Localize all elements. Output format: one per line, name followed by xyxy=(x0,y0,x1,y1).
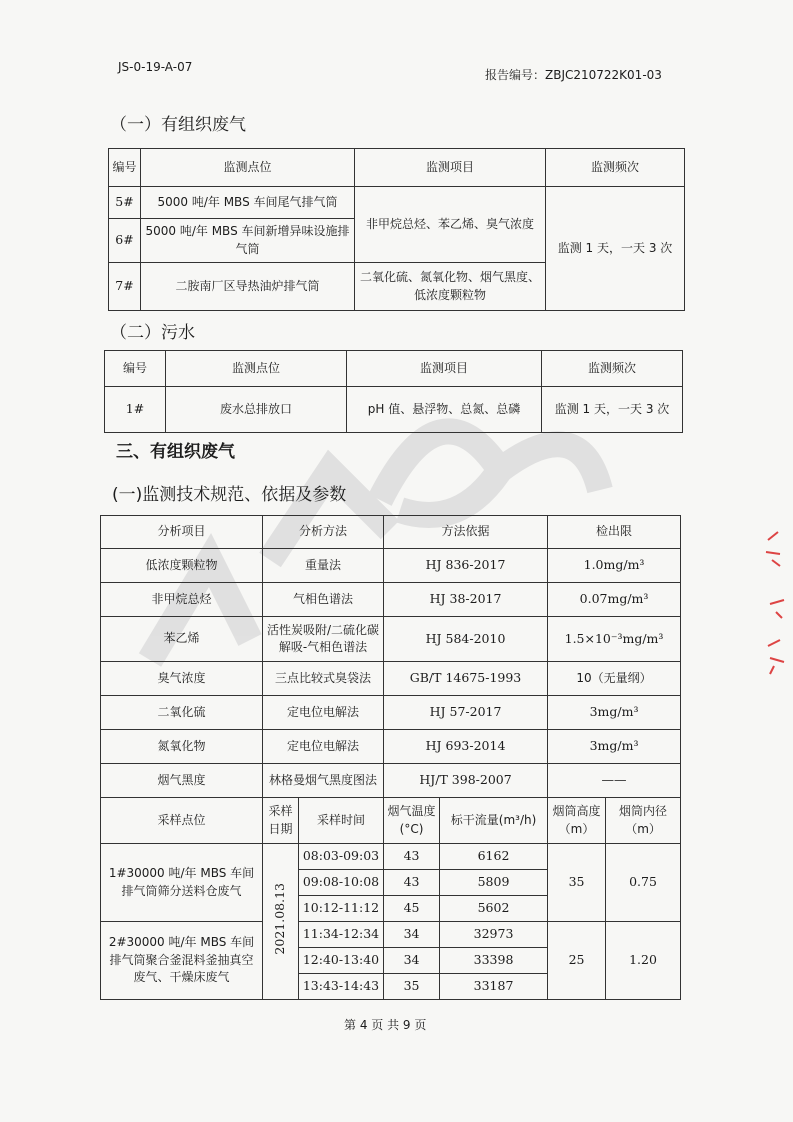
th-sample-time: 采样时间 xyxy=(299,798,384,844)
table-row xyxy=(101,662,681,696)
doc-code: JS-0-19-A-07 xyxy=(118,60,193,74)
cell-no: 7# xyxy=(109,263,141,311)
red-stamp-fragment xyxy=(760,520,793,680)
cell-time: 12:40-13:40 xyxy=(299,948,384,974)
th-items: 监测项目 xyxy=(355,149,546,187)
th-no: 编号 xyxy=(109,149,141,187)
cell-basis: HJ 57-2017 xyxy=(384,696,548,730)
cell-item: 低浓度颗粒物 xyxy=(101,549,263,583)
th-method-basis: 方法依据 xyxy=(384,516,548,549)
cell-temp: 43 xyxy=(384,844,440,870)
page-number: 第 4 页 共 9 页 xyxy=(344,1018,427,1032)
table-organized-gas xyxy=(108,148,685,311)
cell-method: 三点比较式臭袋法 xyxy=(263,662,384,696)
cell-sample-point: 1#30000 吨/年 MBS 车间排气筒筛分送料仓废气 xyxy=(101,844,263,922)
cell-basis: GB/T 14675-1993 xyxy=(384,662,548,696)
cell-time: 10:12-11:12 xyxy=(299,896,384,922)
cell-items: pH 值、悬浮物、总氮、总磷 xyxy=(347,387,542,433)
cell-sample-point: 2#30000 吨/年 MBS 车间排气筒聚合釜混料釜抽真空废气、干燥床废气 xyxy=(101,922,263,1000)
cell-no: 6# xyxy=(109,219,141,263)
cell-basis: HJ 584-2010 xyxy=(384,617,548,662)
cell-method: 气相色谱法 xyxy=(263,583,384,617)
cell-method: 林格曼烟气黑度图法 xyxy=(263,764,384,798)
th-sample-date: 采样日期 xyxy=(263,798,299,844)
section-subtitle-specs: (一)监测技术规范、依据及参数 xyxy=(112,485,347,505)
cell-temp: 34 xyxy=(384,922,440,948)
cell-limit: —— xyxy=(548,764,681,798)
cell-method: 活性炭吸附/二硫化碳解吸-气相色谱法 xyxy=(263,617,384,662)
cell-diameter: 1.20 xyxy=(606,922,681,1000)
cell-temp: 43 xyxy=(384,870,440,896)
report-number: 报告编号：ZBJC210722K01-03 xyxy=(485,68,662,82)
cell-flow: 33398 xyxy=(440,948,548,974)
th-stack-diameter: 烟筒内径（m） xyxy=(606,798,681,844)
cell-method: 定电位电解法 xyxy=(263,730,384,764)
table-row xyxy=(101,549,681,583)
cell-method: 定电位电解法 xyxy=(263,696,384,730)
cell-item: 氮氧化物 xyxy=(101,730,263,764)
cell-freq: 监测 1 天，一天 3 次 xyxy=(542,387,683,433)
cell-item: 烟气黑度 xyxy=(101,764,263,798)
th-detection-limit: 检出限 xyxy=(548,516,681,549)
table-wastewater xyxy=(104,350,683,433)
th-gas-temp: 烟气温度(°C) xyxy=(384,798,440,844)
section-title-organized-gas: （一）有组织废气 xyxy=(110,115,246,135)
cell-time: 11:34-12:34 xyxy=(299,922,384,948)
cell-basis: HJ 836-2017 xyxy=(384,549,548,583)
cell-time: 09:08-10:08 xyxy=(299,870,384,896)
cell-point: 二胺南厂区导热油炉排气筒 xyxy=(141,263,355,311)
table-row xyxy=(101,583,681,617)
table-row xyxy=(101,764,681,798)
cell-temp: 35 xyxy=(384,974,440,1000)
th-freq: 监测频次 xyxy=(546,149,685,187)
cell-limit: 3mg/m³ xyxy=(548,696,681,730)
cell-limit: 1.5×10⁻³mg/m³ xyxy=(548,617,681,662)
th-analysis-item: 分析项目 xyxy=(101,516,263,549)
cell-point: 5000 吨/年 MBS 车间尾气排气筒 xyxy=(141,187,355,219)
th-point: 监测点位 xyxy=(141,149,355,187)
cell-no: 1# xyxy=(105,387,166,433)
cell-flow: 5602 xyxy=(440,896,548,922)
cell-limit: 1.0mg/m³ xyxy=(548,549,681,583)
cell-item: 非甲烷总烃 xyxy=(101,583,263,617)
cell-item: 苯乙烯 xyxy=(101,617,263,662)
cell-temp: 34 xyxy=(384,948,440,974)
table-row xyxy=(101,617,681,662)
cell-limit: 10（无量纲） xyxy=(548,662,681,696)
table-row xyxy=(101,922,681,948)
cell-items: 二氧化硫、氮氧化物、烟气黑度、低浓度颗粒物 xyxy=(355,263,546,311)
th-std-flow: 标干流量(m³/h) xyxy=(440,798,548,844)
sample-date-text: 2021.08.13 xyxy=(272,883,288,955)
cell-time: 13:43-14:43 xyxy=(299,974,384,1000)
cell-freq: 监测 1 天，一天 3 次 xyxy=(546,187,685,311)
cell-flow: 6162 xyxy=(440,844,548,870)
cell-basis: HJ 693-2014 xyxy=(384,730,548,764)
cell-point: 废水总排放口 xyxy=(166,387,347,433)
th-analysis-method: 分析方法 xyxy=(263,516,384,549)
th-freq: 监测频次 xyxy=(542,351,683,387)
cell-method: 重量法 xyxy=(263,549,384,583)
cell-time: 08:03-09:03 xyxy=(299,844,384,870)
th-stack-height: 烟筒高度（m） xyxy=(548,798,606,844)
cell-flow: 33187 xyxy=(440,974,548,1000)
table-row xyxy=(101,696,681,730)
cell-item: 臭气浓度 xyxy=(101,662,263,696)
cell-limit: 3mg/m³ xyxy=(548,730,681,764)
table-row xyxy=(101,730,681,764)
cell-height: 35 xyxy=(548,844,606,922)
th-items: 监测项目 xyxy=(347,351,542,387)
cell-limit: 0.07mg/m³ xyxy=(548,583,681,617)
table-row xyxy=(101,844,681,870)
cell-temp: 45 xyxy=(384,896,440,922)
th-no: 编号 xyxy=(105,351,166,387)
th-point: 监测点位 xyxy=(166,351,347,387)
section-title-wastewater: （二）污水 xyxy=(110,323,195,343)
cell-sample-date xyxy=(263,844,299,1000)
cell-items: 非甲烷总烃、苯乙烯、臭气浓度 xyxy=(355,187,546,263)
cell-point: 5000 吨/年 MBS 车间新增异味设施排气筒 xyxy=(141,219,355,263)
cell-basis: HJ/T 398-2007 xyxy=(384,764,548,798)
cell-flow: 32973 xyxy=(440,922,548,948)
section-title-organized-gas-3: 三、有组织废气 xyxy=(116,442,235,462)
cell-item: 二氧化硫 xyxy=(101,696,263,730)
cell-diameter: 0.75 xyxy=(606,844,681,922)
table-analysis-sampling xyxy=(100,515,681,1000)
th-sample-point: 采样点位 xyxy=(101,798,263,844)
cell-height: 25 xyxy=(548,922,606,1000)
cell-basis: HJ 38-2017 xyxy=(384,583,548,617)
cell-no: 5# xyxy=(109,187,141,219)
cell-flow: 5809 xyxy=(440,870,548,896)
